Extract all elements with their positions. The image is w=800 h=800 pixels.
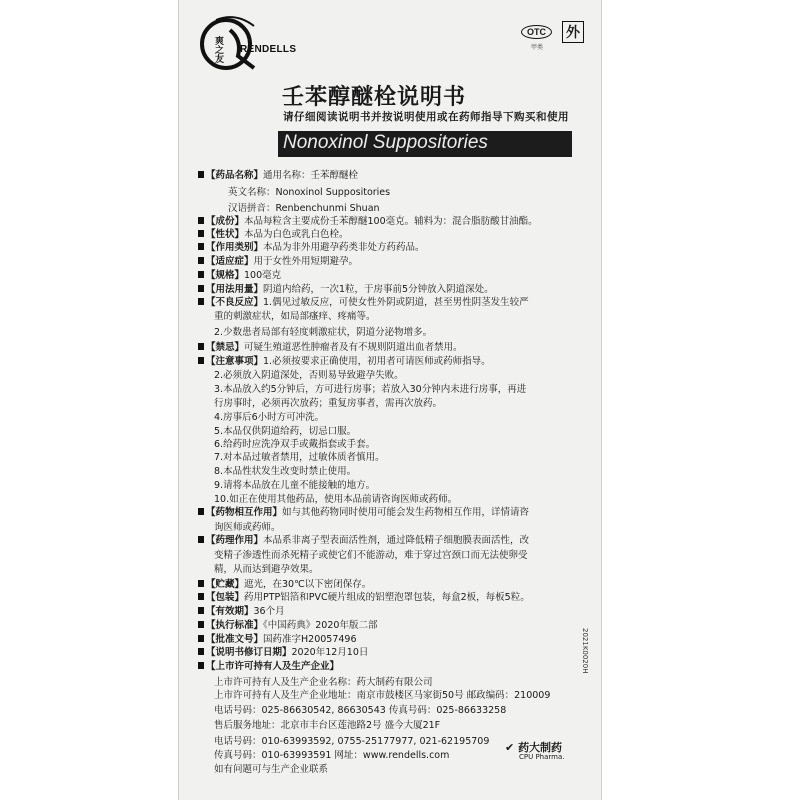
section-marker-icon: [198, 230, 204, 237]
section-text: 询医师或药师。: [214, 522, 281, 533]
section-label: 【不良反应】: [206, 297, 264, 308]
section-text: 8.本品性状发生改变时禁止使用。: [214, 466, 357, 477]
leaflet-line: [198, 356, 491, 368]
section-marker-icon: [198, 171, 204, 178]
otc-badge: OTC: [521, 25, 552, 39]
leaflet-line: [198, 270, 281, 282]
section-text: 传真号码：010-63993591 网址：www.rendells.com: [214, 750, 450, 761]
leaflet-line: [198, 342, 463, 354]
section-marker-icon: [198, 508, 204, 515]
section-marker-icon: [198, 536, 204, 543]
section-text: 本品系非离子型表面活性剂，通过降低精子细胞膜表面活性，改: [263, 535, 530, 546]
section-text: 售后服务地址：北京市丰台区莲池路2号 盛今大厦21F: [214, 720, 441, 731]
leaflet-line: [214, 480, 375, 492]
section-text: 5.本品仅供阴道给药，切忌口服。: [214, 426, 357, 437]
leaflet-line: [198, 170, 358, 182]
side-print-code: 2021K0020H: [581, 628, 589, 674]
leaflet-line: [214, 705, 506, 717]
section-label: 【注意事项】: [206, 356, 264, 367]
section-label: 【适应症】: [206, 256, 254, 267]
section-text: 本品为白色或乳白色栓。: [244, 229, 349, 240]
leaflet-line: [214, 370, 404, 382]
section-marker-icon: [198, 271, 204, 278]
section-marker-icon: [198, 343, 204, 350]
section-label: 【批准文号】: [206, 634, 264, 645]
leaflet-line: [214, 736, 489, 748]
leaflet-line: [198, 535, 529, 547]
section-label: 【药理作用】: [206, 535, 264, 546]
document-title: 壬苯醇醚栓说明书: [282, 85, 467, 110]
leaflet-line: [214, 398, 442, 410]
section-text: 可疑生殖道恶性肿瘤者及有不规则阴道出血者禁用。: [244, 342, 463, 353]
external-use-badge: 外: [562, 21, 584, 43]
section-text: 1.偶见过敏反应，可使女性外阴或阴道，甚至男性阴茎发生较严: [263, 297, 529, 308]
section-text: 3.本品放入约5分钟后，方可进行房事；若放入30分钟内未进行房事，再进: [214, 384, 527, 395]
section-text: 2.必须放入阴道深处，否则易导致避孕失败。: [214, 370, 404, 381]
leaflet-line: [198, 634, 357, 646]
leaflet-line: [198, 647, 368, 659]
section-marker-icon: [198, 243, 204, 250]
section-label: 【有效期】: [206, 606, 254, 617]
brand-logo-cn: 爽之友: [213, 36, 223, 63]
section-marker-icon: [198, 607, 204, 614]
section-text: 2.少数患者局部有轻度刺激症状，阴道分泌物增多。: [214, 327, 433, 338]
section-marker-icon: [198, 257, 204, 264]
leaflet-line: [214, 311, 376, 323]
leaflet-line: [198, 297, 529, 309]
leaflet-line: [214, 494, 457, 506]
leaflet-line: [198, 592, 530, 604]
section-text: 重的刺激症状，如局部瘙痒、疼痛等。: [214, 311, 376, 322]
section-text: 9.请将本品放在儿童不能接触的地方。: [214, 480, 376, 491]
leaflet-line: [228, 187, 390, 199]
leaflet-line: [214, 750, 449, 762]
english-title: Nonoxinol Suppositories: [283, 132, 488, 153]
leaflet-line: [198, 229, 349, 241]
leaflet-line: [198, 620, 377, 632]
section-marker-icon: [198, 285, 204, 292]
section-marker-icon: [198, 635, 204, 642]
section-marker-icon: [198, 621, 204, 628]
leaflet-line: [214, 327, 432, 339]
section-text: 36个月: [253, 606, 285, 617]
section-text: 药用PTP铝箔和PVC硬片组成的铝塑泡罩包装，每盒2板，每板5粒。: [244, 592, 530, 603]
section-label: 【说明书修订日期】: [206, 647, 292, 658]
section-label: 【药物相互作用】: [206, 507, 283, 518]
section-text: 电话号码：010-63993592, 0755-25177977, 021-62195709: [214, 736, 490, 747]
leaflet-line: [214, 564, 319, 576]
section-text: 如与其他药物同时使用可能会发生药物相互作用，详情请咨: [282, 507, 530, 518]
section-text: 7.对本品过敏者禁用，过敏体质者慎用。: [214, 452, 385, 463]
section-text: 4.房事后6小时方可冲洗。: [214, 412, 325, 423]
section-text: 本品每粒含主要成份壬苯醇醚100毫克。辅料为：混合脂肪酸甘油酯。: [244, 216, 538, 227]
leaflet-line: [214, 764, 328, 776]
manufacturer-logo-en: CPU Pharma.: [519, 753, 565, 761]
leaflet-line: [214, 439, 375, 451]
section-text: 精，从而达到避孕效果。: [214, 564, 319, 575]
section-marker-icon: [198, 648, 204, 655]
section-text: 上市许可持有人及生产企业地址：南京市鼓楼区马家街50号 邮政编码：210009: [214, 690, 551, 701]
section-text: 英文名称：Nonoxinol Suppositories: [228, 187, 391, 198]
leaflet-line: [198, 579, 371, 591]
section-marker-icon: [198, 580, 204, 587]
leaflet-line: [214, 384, 526, 396]
leaflet-line: [198, 661, 339, 673]
otc-sub-label: 甲类: [531, 44, 544, 51]
leaflet-line: [214, 426, 356, 438]
section-text: 本品为非外用避孕药类非处方药药品。: [263, 242, 425, 253]
leaflet-line: [198, 507, 529, 519]
leaflet-line: [214, 677, 433, 689]
leaflet-line: [198, 606, 285, 618]
leaflet-line: [198, 256, 358, 268]
section-text: 阴道内给药，一次1粒，于房事前5分钟放入阴道深处。: [263, 284, 494, 295]
section-text: 电话号码：025-86630542, 86630543 传真号码：025-86633258: [214, 705, 507, 716]
leaflet-line: [198, 242, 425, 254]
manufacturer-logo-cn: 药大制药: [518, 741, 563, 754]
section-marker-icon: [198, 662, 204, 669]
section-text: 《中国药典》2020年版二部: [263, 620, 378, 631]
section-text: 2020年12月10日: [291, 647, 369, 658]
section-text: 行房事时，必须再次放药；重复房事者，需再次放药。: [214, 398, 443, 409]
section-label: 【执行标准】: [206, 620, 264, 631]
manufacturer-logo-icon: ✔: [505, 741, 515, 754]
leaflet-line: [198, 284, 494, 296]
section-text: 汉语拼音：Renbenchunmi Shuan: [228, 203, 380, 214]
section-text: 上市许可持有人及生产企业名称：药大制药有限公司: [214, 677, 433, 688]
section-text: 100毫克: [244, 270, 282, 281]
section-label: 【贮藏】: [206, 579, 245, 590]
section-text: 变精子渗透性而杀死精子或使它们不能游动，难于穿过宫颈口而无法使卵受: [214, 550, 528, 561]
section-label: 【性状】: [206, 229, 245, 240]
leaflet-line: [214, 720, 440, 732]
section-marker-icon: [198, 298, 204, 305]
leaflet-line: [214, 690, 550, 702]
section-label: 【上市许可持有人及生产企业】: [206, 661, 340, 672]
leaflet-line: [214, 466, 356, 478]
section-label: 【包装】: [206, 592, 245, 603]
section-marker-icon: [198, 217, 204, 224]
section-text: 通用名称：壬苯醇醚栓: [263, 170, 359, 181]
section-label: 【禁忌】: [206, 342, 245, 353]
section-text: 6.给药时应洗净双手或戴指套或手套。: [214, 439, 376, 450]
leaflet-line: [228, 203, 380, 215]
section-text: 如有问题可与生产企业联系: [214, 764, 329, 775]
document-subtitle: 请仔细阅读说明书并按说明使用或在药师指导下购买和使用: [283, 111, 569, 123]
section-text: 国药准字H20057496: [263, 634, 357, 645]
brand-logo-icon: [196, 10, 268, 74]
brand-logo-en: RENDELLS: [240, 44, 297, 55]
leaflet-line: [214, 522, 281, 534]
section-label: 【用法用量】: [206, 284, 264, 295]
section-text: 遮光，在30℃以下密闭保存。: [244, 579, 372, 590]
section-text: 用于女性外用短期避孕。: [253, 256, 359, 267]
section-label: 【作用类别】: [206, 242, 264, 253]
section-marker-icon: [198, 593, 204, 600]
section-label: 【成份】: [206, 216, 245, 227]
leaflet-line: [214, 412, 324, 424]
leaflet-line: [214, 550, 528, 562]
section-marker-icon: [198, 357, 204, 364]
section-label: 【药品名称】: [206, 170, 264, 181]
leaflet-line: [214, 452, 385, 464]
section-label: 【规格】: [206, 270, 245, 281]
section-text: 10.如正在使用其他药品，使用本品前请咨询医师或药师。: [214, 494, 458, 505]
section-text: 1.必须按要求正确使用，初用者可请医师或药师指导。: [263, 356, 491, 367]
leaflet-line: [198, 216, 538, 228]
